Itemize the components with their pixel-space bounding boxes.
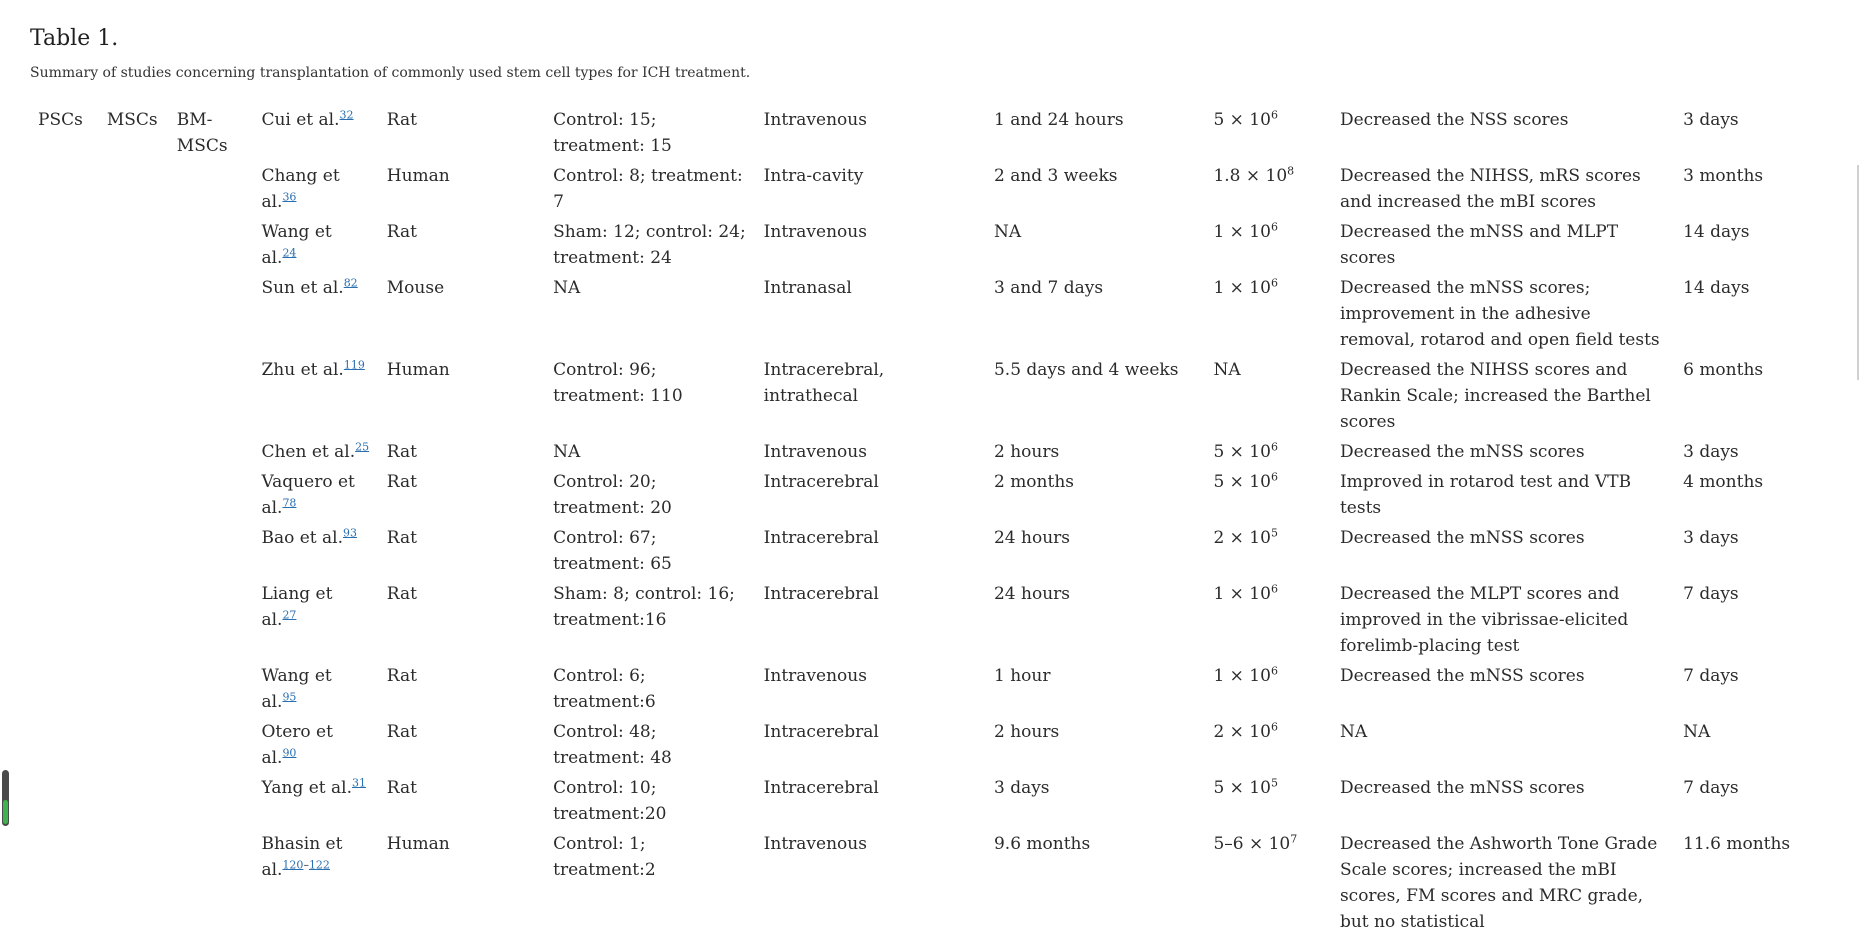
reference-link[interactable]: 78 — [282, 496, 297, 510]
study-author: Sun et al. — [261, 278, 344, 298]
study-author: Chang et al. — [261, 166, 340, 212]
timing-cell: 2 and 3 weeks — [993, 166, 1118, 186]
table-row — [30, 107, 1820, 163]
dose-base: 5 × 10 — [1213, 778, 1271, 798]
dose-exponent: 5 — [1270, 776, 1278, 790]
scroll-progress-fill — [3, 800, 8, 824]
reference-link[interactable]: 36 — [282, 190, 297, 204]
dose-cell — [1205, 775, 1332, 831]
outcome-cell: Decreased the mNSS scores; improvement in the adhesive removal, rotarod and open field tests — [1339, 278, 1660, 350]
dose-base: 5–6 × 10 — [1213, 834, 1291, 854]
reference-link[interactable]: 25 — [355, 440, 370, 454]
scroll-progress-indicator[interactable] — [2, 770, 9, 826]
groups-cell: Control: 8; treatment: 7 — [553, 166, 743, 212]
dose-cell — [1205, 163, 1332, 219]
outcome-cell: Decreased the MLPT scores and improved in the vibrissae-elicited forelimb-placing test — [1339, 584, 1629, 656]
table-row — [30, 469, 1820, 525]
groups-cell: Sham: 8; control: 16; treatment:16 — [553, 584, 735, 630]
route-cell: Intracerebral, intrathecal — [763, 360, 885, 406]
followup-cell: 3 days — [1683, 442, 1739, 462]
species-cell: Mouse — [386, 278, 445, 298]
reference-superscript — [282, 746, 296, 759]
groups-cell: Control: 15; treatment: 15 — [553, 110, 672, 156]
study-cell — [253, 775, 378, 831]
study-cell — [253, 581, 378, 663]
dose-exponent: 6 — [1270, 108, 1278, 122]
study-author: Otero et al. — [261, 722, 333, 768]
table-row — [30, 357, 1820, 439]
dose-exponent: 6 — [1270, 470, 1278, 484]
dose-exponent: 6 — [1270, 664, 1278, 678]
dose-exponent: 6 — [1270, 440, 1278, 454]
dose-cell — [1205, 357, 1332, 439]
studies-table — [30, 107, 1820, 939]
species-cell: Rat — [386, 442, 417, 462]
dose-base: 2 × 10 — [1213, 722, 1271, 742]
table-row — [30, 275, 1820, 357]
route-cell: Intranasal — [763, 278, 852, 298]
outcome-cell: Decreased the Ashworth Tone Grade Scale scores; increased the mBI scores, FM scores and MRC grade, but no statistical — [1339, 834, 1658, 932]
reference-link[interactable]: 27 — [282, 608, 297, 622]
species-cell: Rat — [386, 528, 417, 548]
reference-superscript — [352, 776, 366, 789]
groups-cell: Control: 6; treatment:6 — [553, 666, 656, 712]
outcome-cell: Decreased the mNSS scores — [1339, 778, 1585, 798]
followup-cell: 3 days — [1683, 110, 1739, 130]
reference-superscript — [282, 246, 296, 259]
study-cell — [253, 275, 378, 357]
groups-cell: Control: 1; treatment:2 — [553, 834, 656, 880]
study-author: Cui et al. — [261, 110, 340, 130]
groups-cell: Control: 48; treatment: 48 — [553, 722, 672, 768]
timing-cell: 1 hour — [993, 666, 1051, 686]
dose-cell — [1205, 275, 1332, 357]
groups-cell: Control: 20; treatment: 20 — [553, 472, 672, 518]
groups-cell: NA — [553, 442, 581, 462]
dose-cell — [1205, 219, 1332, 275]
table-row — [30, 581, 1820, 663]
reference-superscript — [282, 858, 330, 871]
table-row — [30, 525, 1820, 581]
study-cell — [253, 107, 378, 163]
reference-link[interactable]: 90 — [282, 746, 297, 760]
followup-cell: 3 months — [1683, 166, 1764, 186]
table-title: Table 1. — [30, 26, 119, 51]
reference-superscript — [282, 496, 296, 509]
timing-cell: 2 months — [993, 472, 1074, 492]
route-cell: Intracerebral — [763, 778, 879, 798]
table-caption: Summary of studies concerning transplantation of commonly used stem cell types for ICH treatment. — [30, 65, 751, 81]
study-author: Vaquero et al. — [261, 472, 355, 518]
reference-superscript — [355, 440, 369, 453]
dose-base: 1 × 10 — [1213, 584, 1271, 604]
followup-cell: 7 days — [1683, 584, 1739, 604]
study-author: Wang et al. — [261, 222, 332, 268]
study-author: Liang et al. — [261, 584, 333, 630]
followup-cell: 11.6 months — [1683, 834, 1791, 854]
group-label-psc: PSCs — [38, 110, 83, 130]
reference-link[interactable]: 24 — [282, 246, 297, 260]
outcome-cell: Decreased the mNSS and MLPT scores — [1339, 222, 1619, 268]
timing-cell: 5.5 days and 4 weeks — [993, 360, 1179, 380]
dose-cell — [1205, 719, 1332, 775]
reference-link[interactable]: 119 — [343, 358, 365, 372]
dose-cell — [1205, 439, 1332, 469]
study-cell — [253, 469, 378, 525]
route-cell: Intravenous — [763, 666, 867, 686]
group-label-bm-msc: BM-MSCs — [176, 110, 228, 156]
reference-superscript — [340, 108, 354, 121]
dose-base: 1 × 10 — [1213, 278, 1271, 298]
reference-superscript — [282, 190, 296, 203]
study-author: Yang et al. — [261, 778, 352, 798]
reference-link[interactable]: 95 — [282, 690, 297, 704]
dose-cell — [1205, 469, 1332, 525]
species-cell: Rat — [386, 472, 417, 492]
dose-cell — [1205, 663, 1332, 719]
route-cell: Intravenous — [763, 442, 867, 462]
dose-base: NA — [1213, 360, 1241, 380]
group-label-msc: MSCs — [106, 110, 158, 130]
study-author: Wang et al. — [261, 666, 332, 712]
table-row — [30, 663, 1820, 719]
followup-cell: 14 days — [1683, 222, 1750, 242]
table-row — [30, 775, 1820, 831]
table-row — [30, 439, 1820, 469]
table-row — [30, 219, 1820, 275]
species-cell: Rat — [386, 584, 417, 604]
species-cell: Human — [386, 360, 450, 380]
study-cell — [253, 357, 378, 439]
dose-base: 1 × 10 — [1213, 666, 1271, 686]
study-cell — [253, 219, 378, 275]
species-cell: Rat — [386, 222, 417, 242]
study-author: Chen et al. — [261, 442, 356, 462]
species-cell: Rat — [386, 110, 417, 130]
reference-link[interactable]: 31 — [352, 776, 366, 790]
groups-cell: Control: 67; treatment: 65 — [553, 528, 672, 574]
dose-cell — [1205, 581, 1332, 663]
outcome-cell: Decreased the mNSS scores — [1339, 442, 1585, 462]
table-row — [30, 831, 1820, 939]
reference-superscript — [344, 358, 365, 371]
species-cell: Rat — [386, 666, 417, 686]
study-cell — [253, 163, 378, 219]
followup-cell: 3 days — [1683, 528, 1739, 548]
dose-cell — [1205, 525, 1332, 581]
study-author: Bao et al. — [261, 528, 343, 548]
route-cell: Intracerebral — [763, 472, 879, 492]
outcome-cell: Decreased the mNSS scores — [1339, 666, 1585, 686]
dose-exponent: 6 — [1270, 582, 1278, 596]
followup-cell: 14 days — [1683, 278, 1750, 298]
article-table-section — [30, 26, 1830, 939]
route-cell: Intravenous — [763, 222, 867, 242]
dose-cell — [1205, 107, 1332, 163]
dose-exponent: 7 — [1290, 832, 1298, 846]
outcome-cell: Decreased the NIHSS, mRS scores and increased the mBI scores — [1339, 166, 1641, 212]
groups-cell: NA — [553, 278, 581, 298]
groups-cell: Control: 10; treatment:20 — [553, 778, 667, 824]
dose-exponent: 8 — [1287, 164, 1295, 178]
study-cell — [253, 439, 378, 469]
species-cell: Human — [386, 166, 450, 186]
dose-base: 2 × 10 — [1213, 528, 1271, 548]
reference-superscript — [282, 690, 296, 703]
timing-cell: 24 hours — [993, 528, 1070, 548]
reference-link[interactable]: 32 — [339, 108, 354, 122]
dose-base: 1.8 × 10 — [1213, 166, 1288, 186]
route-cell: Intracerebral — [763, 722, 879, 742]
study-cell — [253, 663, 378, 719]
dose-exponent: 6 — [1270, 276, 1278, 290]
study-cell — [253, 719, 378, 775]
reference-superscript — [282, 608, 296, 621]
reference-range-dash: – — [303, 858, 309, 872]
species-cell: Human — [386, 834, 450, 854]
dose-exponent: 5 — [1270, 526, 1278, 540]
dose-exponent: 6 — [1270, 720, 1278, 734]
dose-base: 5 × 10 — [1213, 472, 1271, 492]
reference-link[interactable]: 82 — [343, 276, 358, 290]
followup-cell: 7 days — [1683, 778, 1739, 798]
outcome-cell: Improved in rotarod test and VTB tests — [1339, 472, 1632, 518]
reference-superscript — [343, 526, 357, 539]
outcome-cell: Decreased the NSS scores — [1339, 110, 1569, 130]
timing-cell: 3 and 7 days — [993, 278, 1104, 298]
study-author: Bhasin et al. — [261, 834, 343, 880]
dose-base: 5 × 10 — [1213, 110, 1271, 130]
timing-cell: 24 hours — [993, 584, 1070, 604]
reference-superscript — [344, 276, 358, 289]
timing-cell: NA — [993, 222, 1022, 242]
dose-base: 5 × 10 — [1213, 442, 1271, 462]
outcome-cell: Decreased the NIHSS scores and Rankin Scale; increased the Barthel scores — [1339, 360, 1651, 432]
route-cell: Intracerebral — [763, 528, 879, 548]
groups-cell: Sham: 12; control: 24; treatment: 24 — [553, 222, 746, 268]
timing-cell: 2 hours — [993, 722, 1060, 742]
outcome-cell: Decreased the mNSS scores — [1339, 528, 1585, 548]
study-cell — [253, 831, 378, 939]
reference-link[interactable]: 93 — [343, 526, 357, 540]
timing-cell: 2 hours — [993, 442, 1060, 462]
followup-cell: 7 days — [1683, 666, 1739, 686]
table-row — [30, 719, 1820, 775]
study-cell — [253, 525, 378, 581]
studies-table-body — [30, 107, 1820, 939]
dose-base: 1 × 10 — [1213, 222, 1271, 242]
reference-link[interactable]: 120 — [282, 858, 304, 872]
route-cell: Intra-cavity — [763, 166, 864, 186]
followup-cell: 4 months — [1683, 472, 1764, 492]
route-cell: Intravenous — [763, 834, 867, 854]
outcome-cell: NA — [1339, 722, 1368, 742]
species-cell: Rat — [386, 778, 417, 798]
route-cell: Intracerebral — [763, 584, 879, 604]
route-cell: Intravenous — [763, 110, 867, 130]
study-author: Zhu et al. — [261, 360, 344, 380]
dose-exponent: 6 — [1270, 220, 1278, 234]
timing-cell: 9.6 months — [993, 834, 1091, 854]
table-row — [30, 163, 1820, 219]
followup-cell: 6 months — [1683, 360, 1764, 380]
timing-cell: 3 days — [993, 778, 1050, 798]
groups-cell: Control: 96; treatment: 110 — [553, 360, 683, 406]
reference-link[interactable]: 122 — [308, 858, 330, 872]
followup-cell: NA — [1683, 722, 1711, 742]
dose-cell — [1205, 831, 1332, 939]
species-cell: Rat — [386, 722, 417, 742]
timing-cell: 1 and 24 hours — [993, 110, 1124, 130]
